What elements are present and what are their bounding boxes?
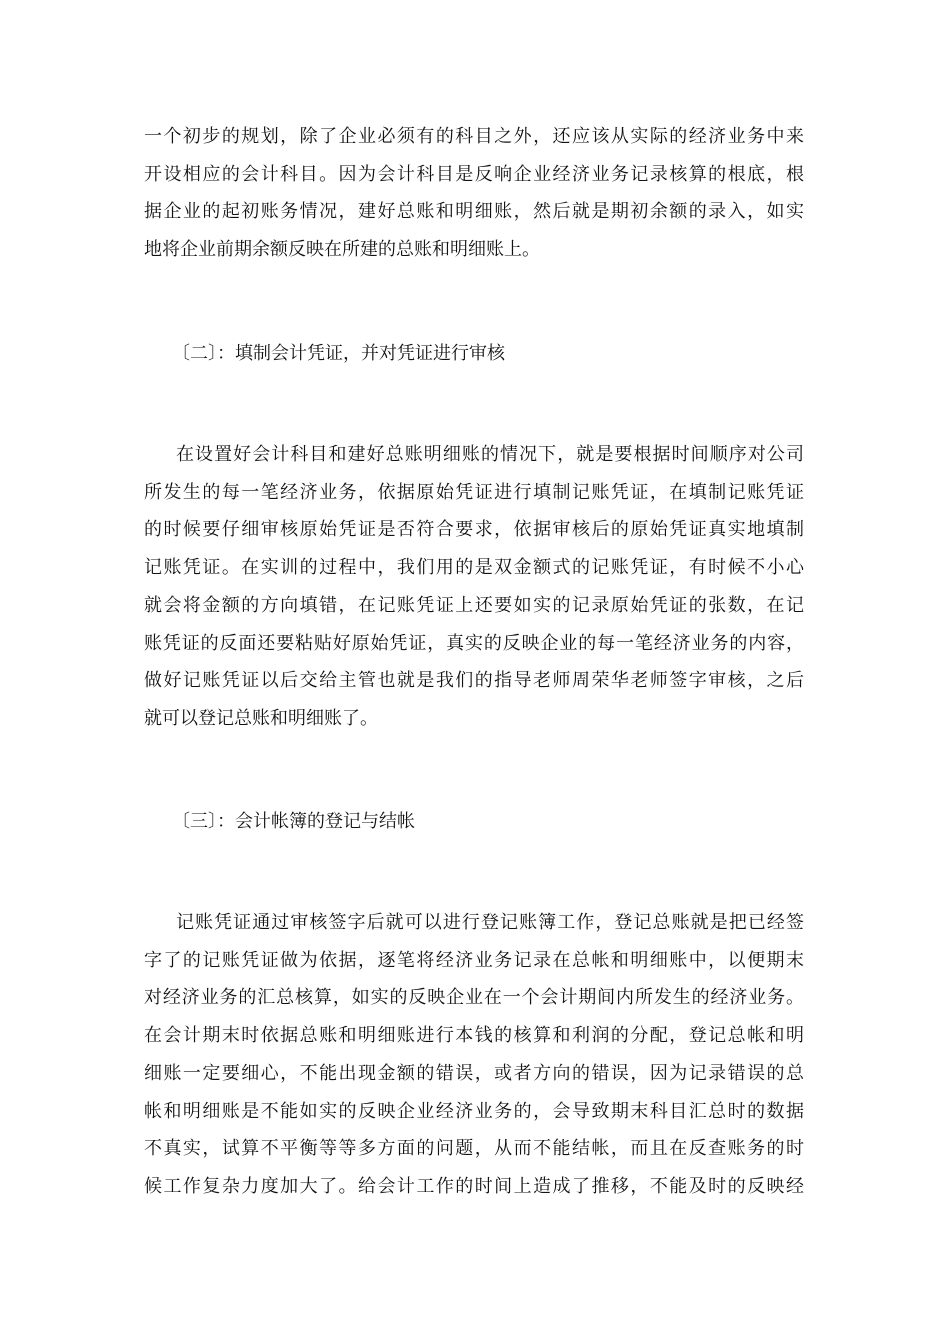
text-line: 细账一定要细心，不能出现金额的错误，或者方向的错误，因为记录错误的总	[144, 1062, 804, 1084]
text-line: 所发生的每一笔经济业务，依据原始凭证进行填制记账凭证，在填制记账凭证	[144, 481, 804, 503]
text-line: 就会将金额的方向填错，在记账凭证上还要如实的记录原始凭证的张数，在记	[144, 594, 804, 616]
text-line: 做好记账凭证以后交给主管也就是我们的指导老师周荣华老师签字审核，之后	[144, 670, 804, 692]
text-line: 记账凭证通过审核签字后就可以进行登记账簿工作，登记总账就是把已经签	[176, 912, 804, 933]
section-heading-vouchers: 〔二〕：填制会计凭证，并对凭证进行审核	[172, 343, 505, 364]
text-line: 在会计期末时依据总账和明细账进行本钱的核算和利润的分配，登记总帐和明	[144, 1025, 804, 1047]
text-line: 一个初步的规划，除了企业必须有的科目之外，还应该从实际的经济业务中来	[144, 126, 804, 147]
text-line: 就可以登记总账和明细账了。	[144, 707, 378, 729]
section-heading-ledgers: 〔三〕：会计帐簿的登记与结帐	[172, 811, 415, 832]
text-line: 开设相应的会计科目。因为会计科目是反响企业经济业务记录核算的根底，根	[144, 163, 804, 185]
text-line: 候工作复杂力度加大了。给会计工作的时间上造成了推移，不能及时的反映经	[144, 1175, 804, 1197]
text-line: 地将企业前期余额反映在所建的总账和明细账上。	[144, 239, 540, 261]
text-line: 不真实，试算不平衡等等多方面的问题，从而不能结帐，而且在反查账务的时	[144, 1138, 804, 1160]
text-line: 据企业的起初账务情况，建好总账和明细账，然后就是期初余额的录入，如实	[144, 201, 804, 223]
text-line: 记账凭证。在实训的过程中，我们用的是双金额式的记账凭证，有时候不小心	[144, 557, 804, 579]
text-line: 账凭证的反面还要粘贴好原始凭证，真实的反映企业的每一笔经济业务的内容，	[144, 632, 804, 654]
text-line: 帐和明细账是不能如实的反映企业经济业务的，会导致期末科目汇总时的数据	[144, 1100, 804, 1122]
text-line: 字了的记账凭证做为依据，逐笔将经济业务记录在总帐和明细账中，以便期末	[144, 949, 804, 971]
text-line: 对经济业务的汇总核算，如实的反映企业在一个会计期间内所发生的经济业务。	[144, 987, 804, 1009]
paragraph-vouchers	[144, 436, 804, 738]
paragraph-ledgers	[144, 904, 804, 1206]
text-line: 在设置好会计科目和建好总账明细账的情况下，就是要根据时间顺序对公司	[176, 444, 804, 465]
text-line: 的时候要仔细审核原始凭证是否符合要求，依据审核后的原始凭证真实地填制	[144, 519, 804, 541]
paragraph-chart-of-accounts	[144, 118, 804, 269]
